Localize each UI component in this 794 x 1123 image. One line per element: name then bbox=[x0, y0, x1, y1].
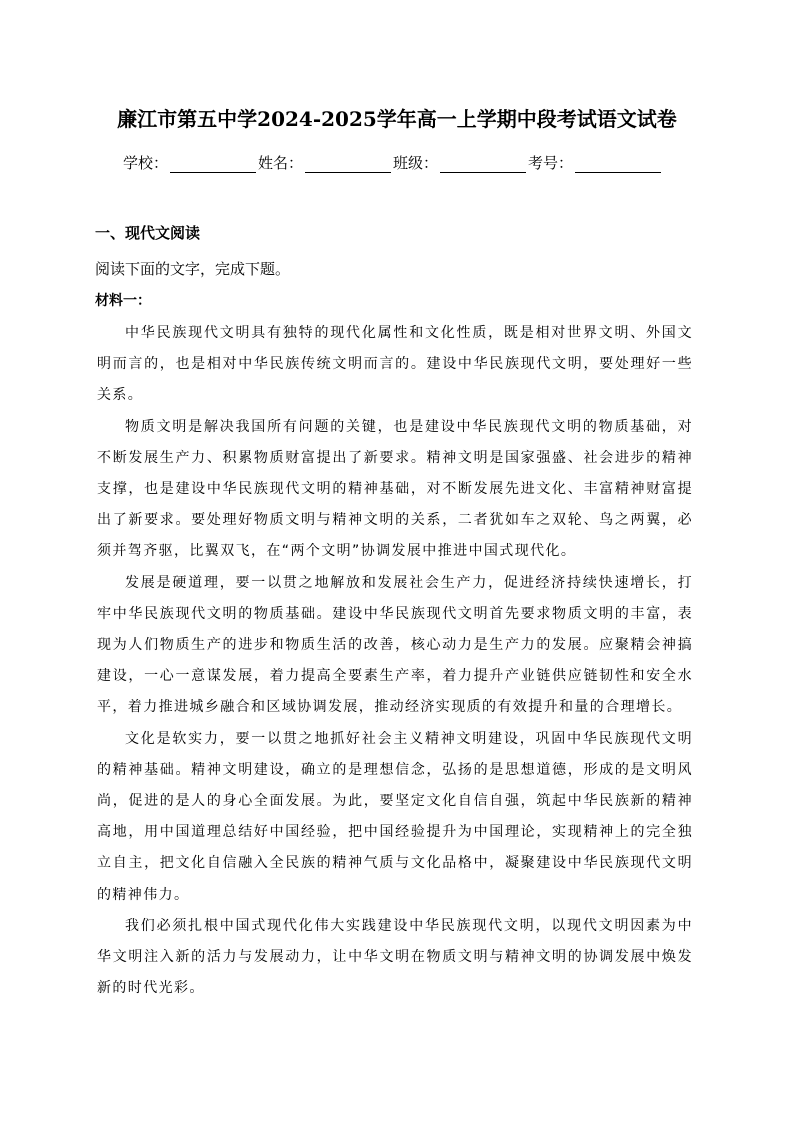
school-label: 学校： bbox=[123, 154, 169, 172]
paragraph: 中华民族现代文明具有独特的现代化属性和文化性质，既是相对世界文明、外国文明而言的，也是相对中华民族传统文明而言的。建设中华民族现代文明，要处理好一些关系。 bbox=[97, 325, 693, 404]
exam-number-blank[interactable] bbox=[575, 156, 661, 173]
name-label: 姓名： bbox=[258, 154, 304, 172]
material-body bbox=[97, 318, 693, 1004]
paragraph: 发展是硬道理，要一以贯之地解放和发展社会生产力，促进经济持续快速增长，打牢中华民族现代文明的物质基础。建设中华民族现代文明首先要求物质文明的丰富，表现为人们物质生产的进步和物质生活的改善，核心动力是生产力的发展。应聚精会神搞建设，一心一意谋发展，着力提高全要素生产率，着力提升产业链供应链韧性和安全水平，着力推进城乡融合和区域协调发展，推动经济实现质的有效提升和量的合理增长。 bbox=[97, 574, 693, 716]
school-field bbox=[123, 152, 258, 173]
class-blank[interactable] bbox=[440, 156, 526, 173]
exam-number-label: 考号： bbox=[528, 154, 574, 172]
exam-title: 廉江市第五中学2024-2025学年高一上学期中段考试语文试卷 bbox=[117, 107, 677, 131]
name-blank[interactable] bbox=[305, 156, 391, 173]
section-heading: 一、现代文阅读 bbox=[95, 224, 201, 242]
class-field bbox=[393, 152, 528, 173]
paragraph: 文化是软实力，要一以贯之地抓好社会主义精神文明建设，巩固中华民族现代文明的精神基础。精神文明建设，确立的是理想信念，弘扬的是思想道德，形成的是文明风尚，促进的是人的身心全面发展。为此，要坚定文化自信自强，筑起中华民族新的精神高地，用中国道理总结好中国经验，把中国经验提升为中国理论，实现精神上的完全独立自主，把文化自信融入全民族的精神气质与文化品格中，凝聚建设中华民族现代文明的精神伟力。 bbox=[97, 730, 693, 903]
exam-number-field bbox=[528, 152, 663, 173]
name-field bbox=[258, 152, 393, 173]
student-info-row bbox=[123, 152, 683, 173]
paragraph: 我们必须扎根中国式现代化伟大实践建设中华民族现代文明，以现代文明因素为中华文明注入新的活力与发展动力，让中华文明在物质文明与精神文明的协调发展中焕发新的时代光彩。 bbox=[97, 917, 693, 997]
school-blank[interactable] bbox=[170, 156, 256, 173]
material-label: 材料一： bbox=[95, 293, 151, 309]
paragraph: 物质文明是解决我国所有问题的关键，也是建设中华民族现代文明的物质基础，对不断发展生产力、积累物质财富提出了新要求。精神文明是国家强盛、社会进步的精神支撑，也是建设中华民族现代文明的精神基础，对不断发展先进文化、丰富精神财富提出了新要求。要处理好物质文明与精神文明的关系，二者犹如车之双轮、鸟之两翼，必须并驾齐驱，比翼双飞，在“两个文明”协调发展中推进中国式现代化。 bbox=[97, 418, 693, 560]
class-label: 班级： bbox=[393, 154, 439, 172]
reading-instruction: 阅读下面的文字，完成下题。 bbox=[95, 260, 291, 278]
